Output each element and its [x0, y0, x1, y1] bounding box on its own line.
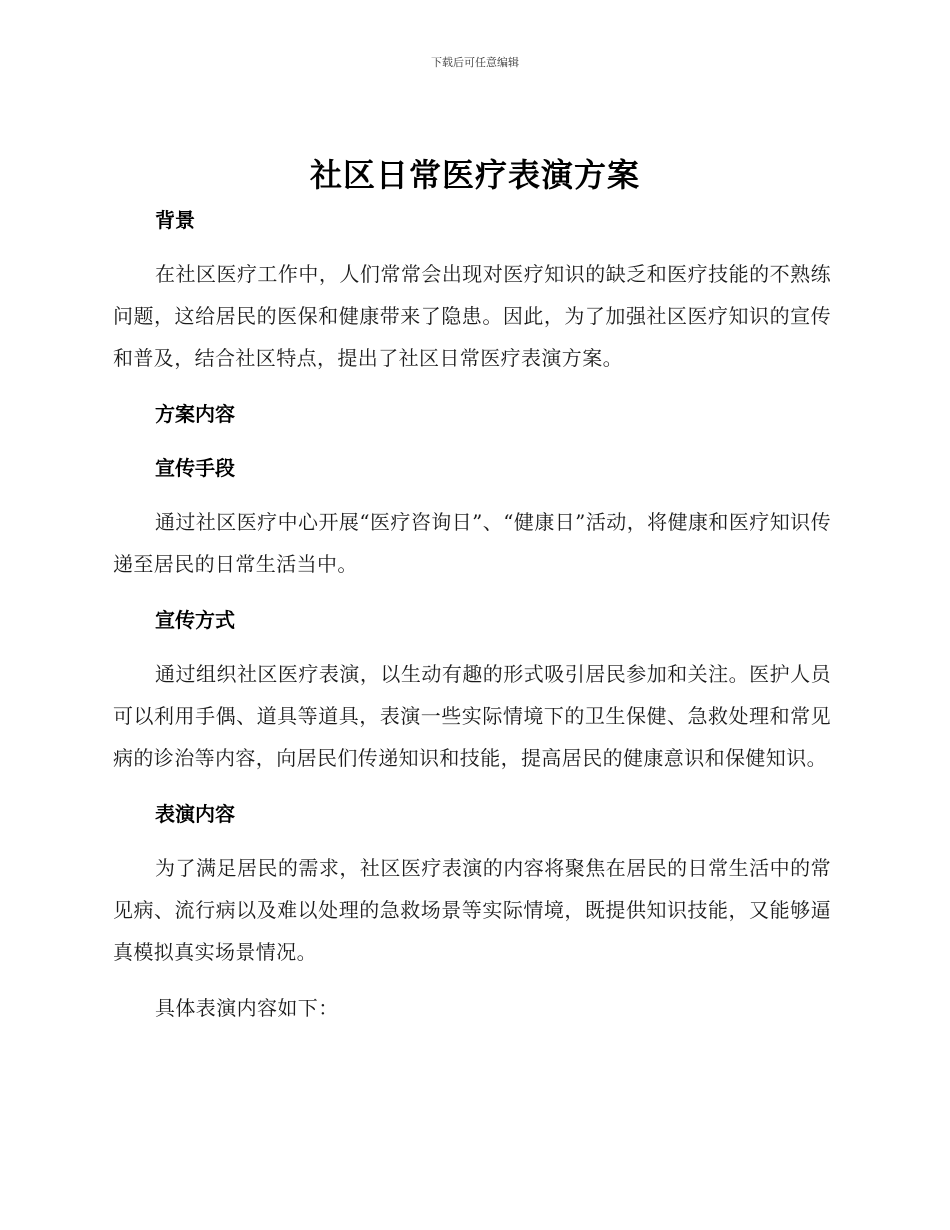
paragraph-content-intro: 具体表演内容如下： — [155, 996, 339, 1020]
header-note: 下载后可任意编辑 — [431, 56, 519, 69]
paragraph-content: 为了满足居民的需求，社区医疗表演的内容将聚焦在居民的日常生活中的常见病、流行病以及难以处理的急救场景等实际情境，既提供知识技能，又能够逼真模拟真实场景情况。 — [113, 856, 831, 964]
document-body — [113, 199, 831, 1029]
document-title: 社区日常医疗表演方案 — [309, 156, 640, 194]
heading-background: 背景 — [155, 208, 195, 232]
paragraph-method: 通过组织社区医疗表演，以生动有趣的形式吸引居民参加和关注。医护人员可以利用手偶、道具等道具，表演一些实际情境下的卫生保健、急救处理和常见病的诊治等内容，向居民们传递知识和技能，提高居民的健康意识和保健知识。 — [113, 662, 831, 770]
paragraph-background: 在社区医疗工作中，人们常常会出现对医疗知识的缺乏和医疗技能的不熟练问题，这给居民的医保和健康带来了隐患。因此，为了加强社区医疗知识的宣传和普及，结合社区特点，提出了社区日常医疗表演方案。 — [113, 262, 831, 370]
heading-content: 表演内容 — [155, 802, 235, 826]
paragraph-means: 通过社区医疗中心开展“医疗咨询日”、“健康日”活动，将健康和医疗知识传递至居民的日常生活当中。 — [113, 510, 831, 576]
heading-method: 宣传方式 — [155, 608, 235, 632]
heading-plan: 方案内容 — [155, 402, 235, 426]
heading-means: 宣传手段 — [155, 456, 235, 480]
